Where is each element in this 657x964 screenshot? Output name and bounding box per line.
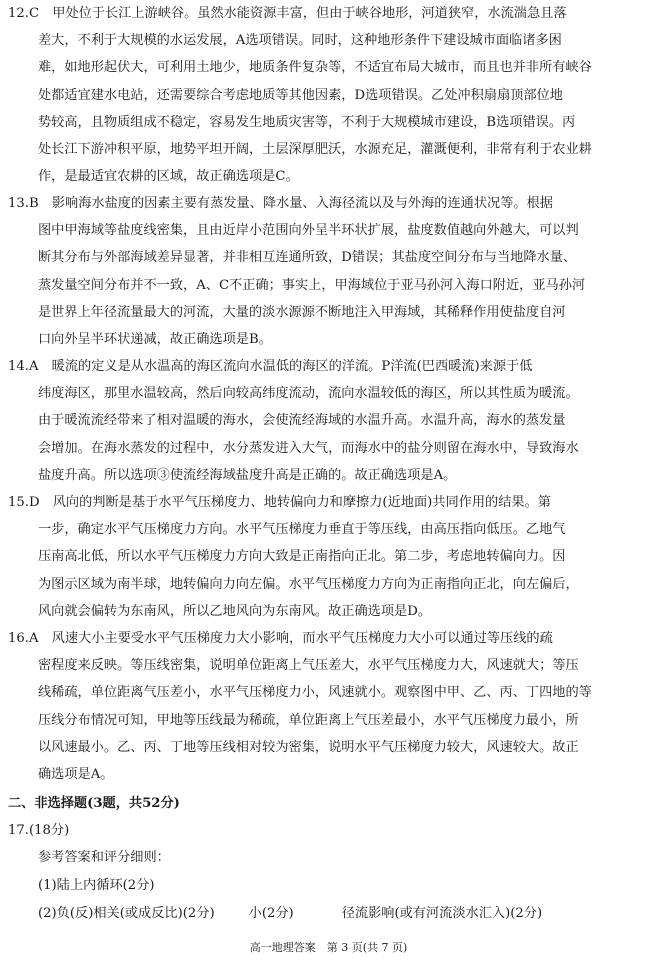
page-footer: 高一地理答案 第 3 页(共 7 页) [249,941,408,954]
answer-14-line: 14.A 暖流的定义是从水温高的海区流向水温低的海区的洋流。P洋流(巴西暖流)来源于低 [8,359,533,374]
answer-12 [8,0,648,190]
answer-12-line: 12.C 甲处位于长江上游峡谷。虽然水能资源丰富，但由于峡谷地形，河道狭窄，水流湍急且落 [8,6,567,21]
answer-12-line: 差大，不利于大规模的水运发展，A选项错误。同时，这种地形条件下建设城市面临诸多困 [38,33,562,49]
answer-13-line: 断其分布与外部海域差异显著，并非相互连通所致，D错误；其盐度空间分布与当地降水量、 [38,250,577,266]
answer-14-line: 纬度海区，那里水温较高，然后向较高纬度流动，流向水温较低的海区，所以其性质为暖流。 [38,386,579,402]
answer-13-line: 是世界上年径流量最大的河流，大量的淡水源源不断地注入甲海域，其稀释作用使盐度自河 [38,304,566,320]
answer-16-line: 线稀疏，单位距离气压差小，水平气压梯度力小，风速就小。观察图中甲、乙、丙、丁四地的等 [38,685,592,701]
answer-16-line: 确选项是A。 [38,767,114,783]
answer-14-line: 由于暖流流经带来了相对温暖的海水，会使流经海域的水温升高。水温升高，海水的蒸发量 [38,413,566,429]
answer-13-line: 蒸发量空间分布并不一致，A、C不正确；事实上，甲海域位于亚马孙河入海口附近，亚马孙河 [38,277,586,293]
answer-15-line: 15.D 风向的判断是基于水平气压梯度力、地转偏向力和摩擦力(近地面)共同作用的结果。第 [8,495,551,510]
answer-12-line: 处都适宜建水电站，还需要综合考虑地质等其他因素，D选项错误。乙处冲积扇扇顶部位地 [38,87,563,103]
answer-16-line: 密程度来反映。等压线密集，说明单位距离上气压差大，水平气压梯度力大，风速就大；等压 [38,658,579,674]
q17-item-1: (1)陆上内循环(2分) [38,878,155,893]
answer-15-line: 为图示区域为南半球，地转偏向力向左偏。水平气压梯度力方向为正南指向正北，向左偏后， [38,576,579,592]
q17-item-2b: 小(2分) [248,906,294,921]
answer-13-line: 13.B 影响海水盐度的因素主要有蒸发量、降水量、入海径流以及与外海的连通状况等。根据 [8,196,553,211]
answer-15-line: 一步，确定水平气压梯度力方向。水平气压梯度力垂直于等压线，由高压指向低压。乙地气 [38,522,566,538]
q17-item-2c: 径流影响(或有河流淡水汇入)(2分) [341,906,543,921]
answer-14-line: 会增加。在海水蒸发的过程中，水分蒸发进入大气，而海水中的盐分则留在海水中，导致海水 [38,440,579,456]
q17-item-2a: (2)负(反)相关(或成反比)(2分) [38,906,215,921]
answer-14-line: 盐度升高。所以选项③使流经海域盐度升高是正确的。故正确选项是A。 [38,467,457,483]
answer-12-line: 难，如地形起伏大，可利用土地少，地质条件复杂等，不适宜布局大城市，而且也并非所有峡谷 [38,60,592,76]
answer-15-line: 风向就会偏转为东南风，所以乙地风向为东南风。故正确选项是D。 [38,603,432,619]
answer-15 [8,489,648,625]
answer-13-line: 口向外呈半环状递减，故正确选项是B。 [38,332,272,348]
answer-12-line: 作，是最适宜农耕的区域，故正确选项是C。 [38,169,299,185]
answer-12-line: 处长江下游冲积平原，地势平坦开阔，土层深厚肥沃，水源充足，灌溉便利，非常有利于农业耕 [38,142,592,158]
answer-13-line: 图中甲海域等盐度线密集，且由近岸小范围向外呈半环状扩展，盐度数值越向外越大，可以判 [38,223,579,239]
answer-14 [8,353,648,489]
answer-16 [8,625,648,788]
scoring-subtitle: 参考答案和评分细则： [38,850,170,865]
question-17-title: 17.(18分) [8,823,70,838]
answer-15-line: 压南高北低，所以水平气压梯度力方向大致是正南指向正北。第二步，考虑地转偏向力。因 [38,549,566,565]
section-heading: 二、非选择题(3题，共52分) [8,796,180,811]
q17-item-2 [38,900,542,927]
answer-16-line: 压线分布情况可知，甲地等压线最为稀疏，单位距离上气压差最小，水平气压梯度力最小，所 [38,712,579,728]
answer-13 [8,190,648,353]
answer-16-line: 16.A 风速大小主要受水平气压梯度力大小影响，而水平气压梯度力大小可以通过等压线的疏 [8,631,553,646]
answer-12-line: 势较高，且物质组成不稳定，容易发生地质灾害等，不利于大规模城市建设，B选项错误。丙 [38,114,576,130]
answer-16-line: 以风速最小。乙、丙、丁地等压线相对较为密集，说明水平气压梯度力较大，风速较大。故正 [38,739,579,755]
